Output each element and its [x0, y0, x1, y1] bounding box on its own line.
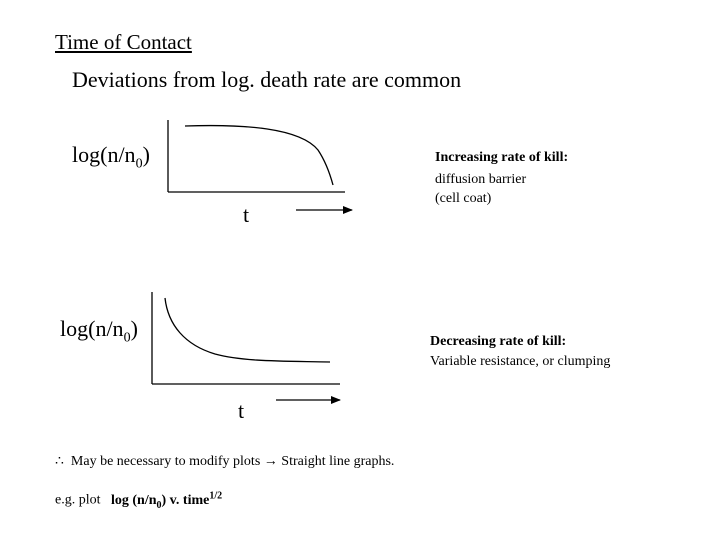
- footer-line2: [55, 490, 222, 510]
- plot2-xlabel: t: [238, 398, 245, 423]
- slide-subtitle: Deviations from log. death rate are common: [72, 67, 462, 92]
- plot2-ylabel-close: ): [130, 316, 138, 341]
- eg-formula-sub: 0: [156, 499, 162, 511]
- plot1-note-heading: Increasing rate of kill:: [435, 150, 569, 165]
- eg-formula-sup: 1/2: [209, 490, 223, 501]
- eg-formula-b: ) v. time: [161, 492, 210, 508]
- plot1-xlabel: t: [243, 202, 250, 227]
- plot2-note-heading: Decreasing rate of kill:: [430, 334, 567, 349]
- eg-formula-a: log (n/n: [111, 492, 157, 508]
- eg-formula: [111, 490, 223, 511]
- plot2-curve: [165, 298, 330, 362]
- plot2-ylabel-sub: 0: [123, 330, 131, 346]
- plot1-ylabel-close: ): [142, 142, 150, 167]
- therefore-symbol: ∴: [55, 454, 64, 469]
- footer-line1: [55, 453, 394, 470]
- plot1-note-line1: diffusion barrier: [435, 172, 527, 187]
- footer-line1-text: May be necessary to modify plots: [70, 454, 261, 469]
- plot2-note-line1: Variable resistance, or clumping: [430, 354, 611, 369]
- footer-line1-end: Straight line graphs.: [281, 454, 395, 469]
- plot2-ylabel-main: log(n/n: [60, 316, 124, 341]
- eg-prefix: e.g. plot: [55, 492, 101, 508]
- plot1-ylabel-main: log(n/n: [72, 142, 136, 167]
- plot1-note-line2: (cell coat): [435, 191, 492, 206]
- plot1-ylabel-sub: 0: [135, 156, 143, 172]
- slide-title: Time of Contact: [55, 30, 192, 54]
- implies-arrow-icon: →: [263, 454, 278, 469]
- plot1-curve: [185, 126, 333, 185]
